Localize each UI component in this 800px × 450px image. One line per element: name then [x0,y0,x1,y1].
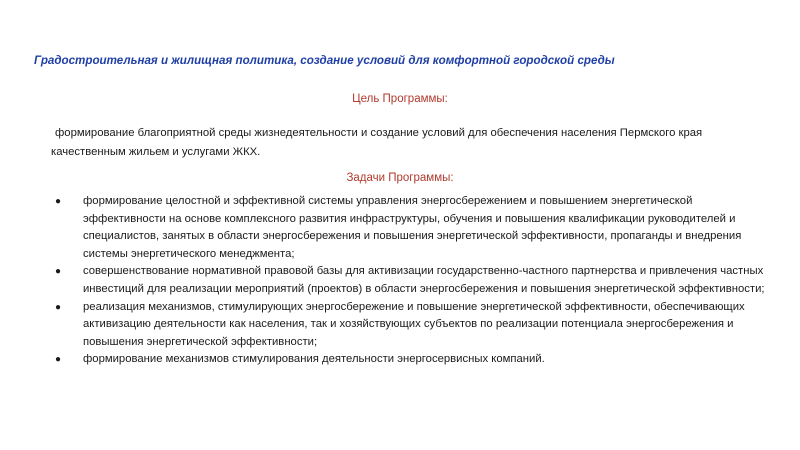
task-item [55,299,775,352]
task-text: формирование целостной и эффективной системы управления энергосбережением и повышением энергетической эффективности на основе комплексного развития инфраструктуры, обучения и повышения квалификации руководителей и специалистов, занятых в области энергосбережения и повышения энергетической эффективности, пропаганды и внедрения системы энергетического менеджмента; [83,195,742,260]
bullet-icon: ● [55,301,62,313]
slide-title: Градостроительная и жилищная политика, создание условий для комфортной городской среды [34,54,615,67]
task-item [55,193,775,263]
task-text: реализация механизмов, стимулирующих энергосбережение и повышение энергетической эффективности, обеспечивающих активизацию деятельности как населения, так и хозяйствующих субъектов по реализации потенциала энергосбережения и повышения энергетической эффективности; [83,300,745,348]
task-item [55,351,775,369]
tasks-list [55,193,775,369]
task-text: совершенствование нормативной правовой базы для активизации государственно-частного партнерства и привлечения частных инвестиций для реализации мероприятий (проектов) в области энергосбережения и повышения энергетической эффективности; [83,265,765,295]
goal-text: формирование благоприятной среды жизнедеятельности и создание условий для обеспечения населения Пермского края качественным жильем и услугами ЖКХ. [51,127,703,158]
tasks-heading: Задачи Программы: [346,172,454,184]
task-item [55,263,775,298]
bullet-icon: ● [55,266,62,278]
goal-heading: Цель Программы: [352,93,448,105]
task-text: формирование механизмов стимулирования деятельности энергосервисных компаний. [83,353,545,366]
bullet-icon: ● [55,196,62,207]
bullet-icon: ● [55,354,62,366]
